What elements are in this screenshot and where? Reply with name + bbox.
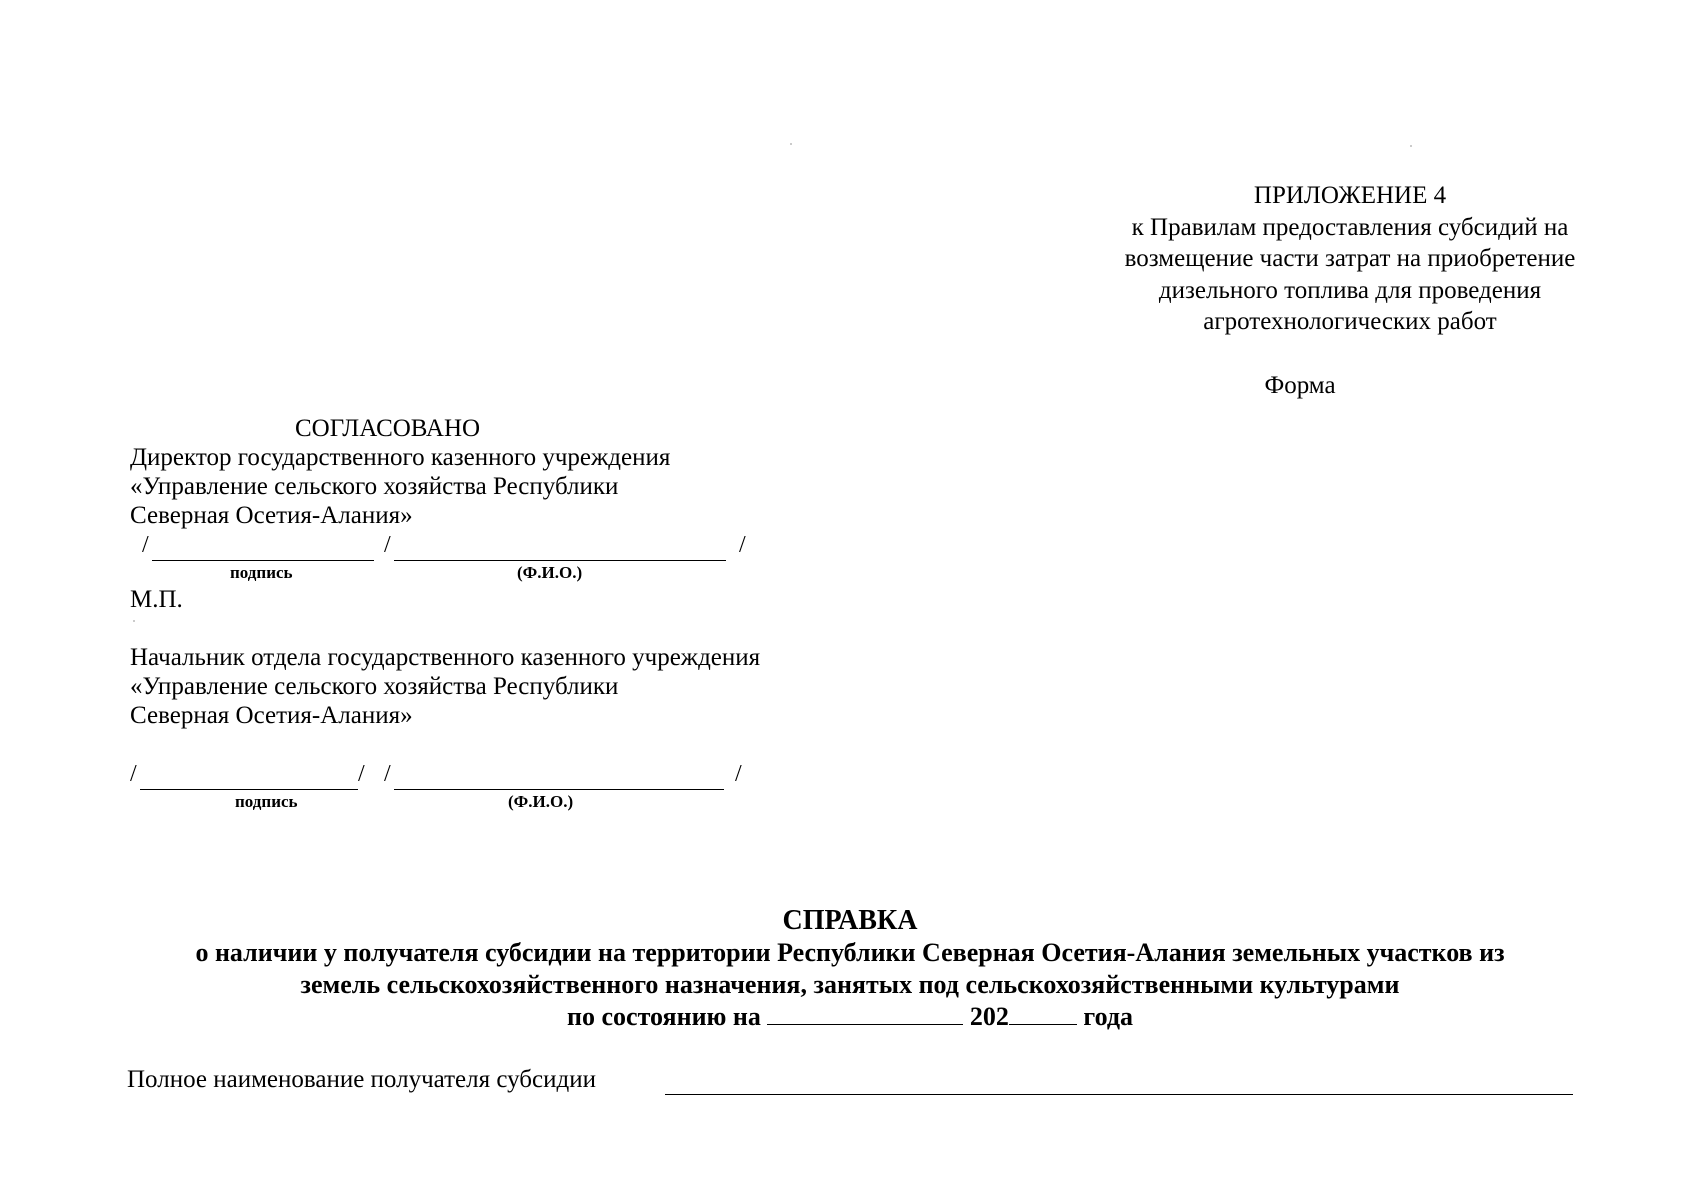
director-title-line: Северная Осетия-Алания» xyxy=(130,502,413,529)
department-head-line: Начальник отдела государственного казенного учреждения xyxy=(130,644,761,671)
scan-speck xyxy=(1410,145,1412,147)
signature-slash: / xyxy=(142,532,149,558)
form-label: Форма xyxy=(1264,372,1336,399)
department-head-line: «Управление сельского хозяйства Республики xyxy=(130,673,619,700)
appendix-block xyxy=(1000,180,1698,338)
department-head-name-field[interactable] xyxy=(394,765,724,790)
signature-slash: / xyxy=(735,761,742,787)
department-head-title xyxy=(130,643,760,730)
signature-slash: / xyxy=(384,761,391,787)
recipient-name-field[interactable] xyxy=(665,1070,1573,1095)
year-suffix: года xyxy=(1083,1002,1133,1031)
seal-mark: М.П. xyxy=(130,586,183,613)
scan-speck xyxy=(790,143,792,145)
approval-heading: СОГЛАСОВАНО xyxy=(295,415,481,442)
director-title-line: «Управление сельского хозяйства Республики xyxy=(130,473,619,500)
director-signature-field[interactable] xyxy=(152,536,374,561)
director-name-caption: (Ф.И.О.) xyxy=(517,563,583,582)
director-signature-caption: подпись xyxy=(230,563,293,582)
certificate-header xyxy=(130,905,1570,1033)
director-title xyxy=(130,443,670,530)
department-head-line: Северная Осетия-Алания» xyxy=(130,702,413,729)
signature-slash: / xyxy=(358,761,365,787)
certificate-subtitle: земель сельскохозяйственного назначения, занятых под сельскохозяйственными культурами xyxy=(300,970,1400,999)
year-prefix: 202 xyxy=(969,1002,1009,1031)
date-field[interactable] xyxy=(767,1002,963,1025)
signature-slash: / xyxy=(384,532,391,558)
department-head-signature-field[interactable] xyxy=(140,765,358,790)
date-prefix: по состоянию на xyxy=(567,1002,761,1031)
year-field[interactable] xyxy=(1009,1002,1077,1025)
department-head-name-caption: (Ф.И.О.) xyxy=(508,792,574,811)
appendix-line: возмещение части затрат на приобретение xyxy=(1124,245,1576,272)
certificate-subtitle: о наличии у получателя субсидии на территории Республики Северная Осетия-Алания земельных участков из xyxy=(195,938,1505,967)
director-title-line: Директор государственного казенного учреждения xyxy=(130,444,671,471)
appendix-line: дизельного топлива для проведения xyxy=(1158,276,1542,304)
department-head-signature-caption: подпись xyxy=(235,792,298,811)
signature-slash: / xyxy=(739,532,746,558)
signature-slash: / xyxy=(130,761,137,787)
director-name-field[interactable] xyxy=(394,536,726,561)
recipient-label: Полное наименование получателя субсидии xyxy=(127,1066,596,1093)
appendix-heading: ПРИЛОЖЕНИЕ 4 xyxy=(1253,182,1447,209)
appendix-line: к Правилам предоставления субсидий на xyxy=(1131,213,1569,241)
scan-speck xyxy=(133,620,135,622)
certificate-title: СПРАВКА xyxy=(782,905,918,936)
appendix-line: агротехнологических работ xyxy=(1203,308,1497,335)
certificate-date-line xyxy=(130,1001,1570,1033)
